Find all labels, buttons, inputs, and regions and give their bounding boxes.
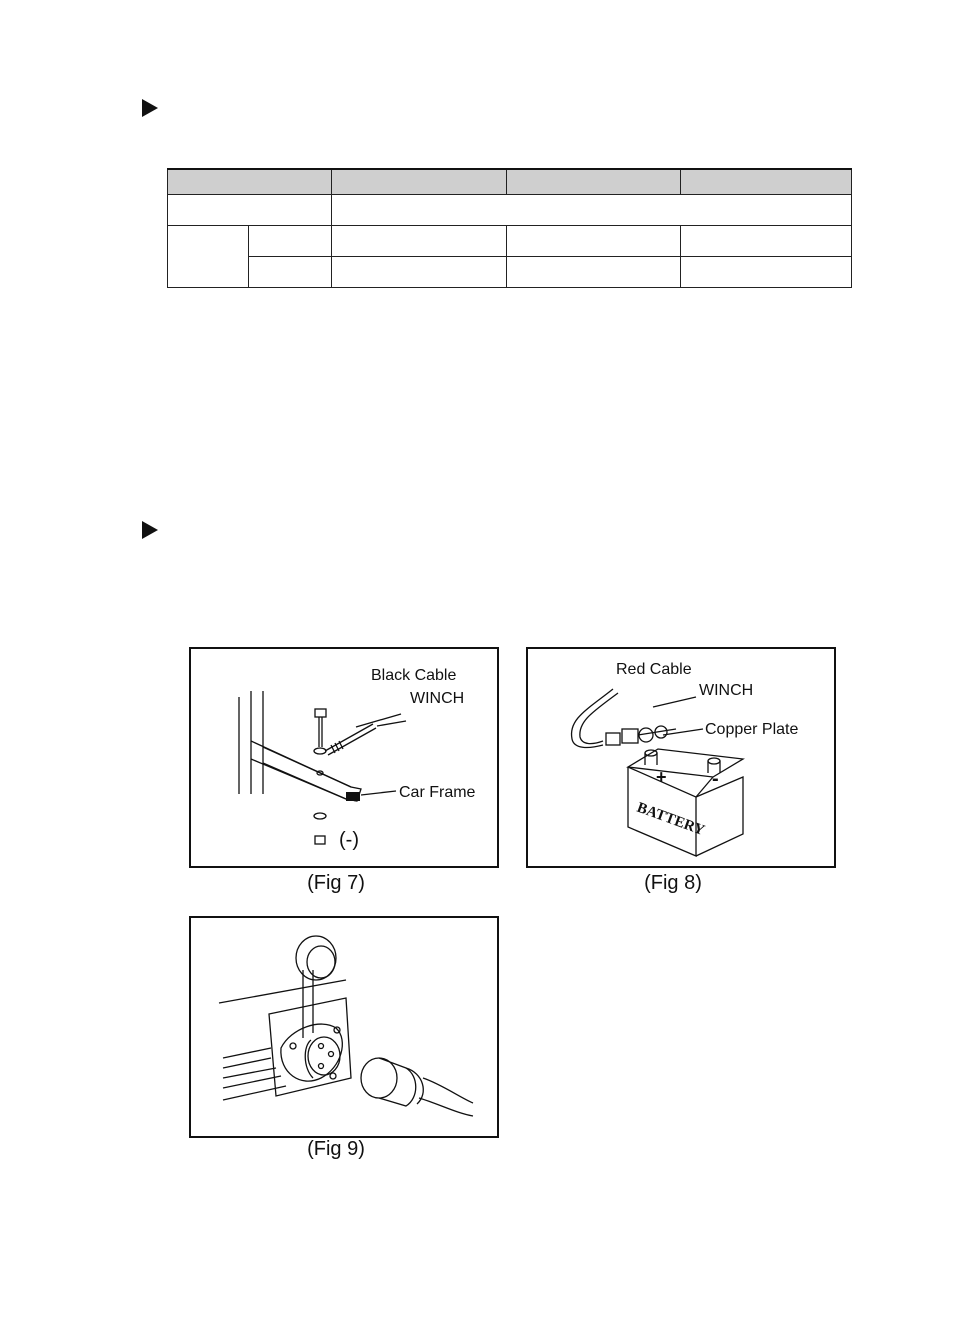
table-cell — [507, 256, 681, 287]
table-row — [168, 225, 852, 256]
table-cell — [168, 194, 332, 225]
table-cell — [168, 225, 249, 287]
table-cell — [332, 256, 507, 287]
table-cell — [249, 256, 332, 287]
table-cell — [332, 225, 507, 256]
fig8-caption: (Fig 8) — [644, 872, 702, 894]
fig7-label-car-frame: Car Frame — [399, 784, 476, 801]
table-cell — [507, 169, 681, 194]
table-cell — [681, 169, 852, 194]
table-cell — [507, 225, 681, 256]
table-cell — [249, 225, 332, 256]
fig7-caption: (Fig 7) — [307, 872, 365, 894]
table-cell — [168, 169, 332, 194]
fig8-label-battery: BATTERY — [634, 799, 707, 840]
fig9-illustration — [191, 918, 497, 1136]
section-bullet-1 — [142, 99, 158, 117]
fig8-illustration — [528, 649, 834, 866]
fig7-label-winch: WINCH — [410, 690, 465, 707]
fig8-label-minus: - — [712, 768, 719, 790]
table-cell — [681, 225, 852, 256]
table-cell — [332, 194, 852, 225]
figure-8 — [526, 647, 836, 868]
table-row — [168, 256, 852, 287]
figure-9 — [189, 916, 499, 1138]
fig7-label-black-cable: Black Cable — [371, 667, 457, 684]
table-cell — [681, 256, 852, 287]
table-header-row — [168, 169, 852, 194]
figure-7 — [189, 647, 499, 868]
spec-table — [167, 168, 852, 288]
fig7-label-negative: (-) — [339, 829, 359, 851]
fig8-label-copper-plate: Copper Plate — [705, 721, 799, 738]
fig8-label-red-cable: Red Cable — [616, 661, 692, 678]
fig7-illustration — [191, 649, 497, 866]
table-cell — [332, 169, 507, 194]
table-row — [168, 194, 852, 225]
fig8-label-plus: + — [656, 767, 667, 787]
fig8-label-winch: WINCH — [699, 682, 754, 699]
fig9-caption: (Fig 9) — [307, 1138, 365, 1160]
section-bullet-2 — [142, 521, 158, 539]
